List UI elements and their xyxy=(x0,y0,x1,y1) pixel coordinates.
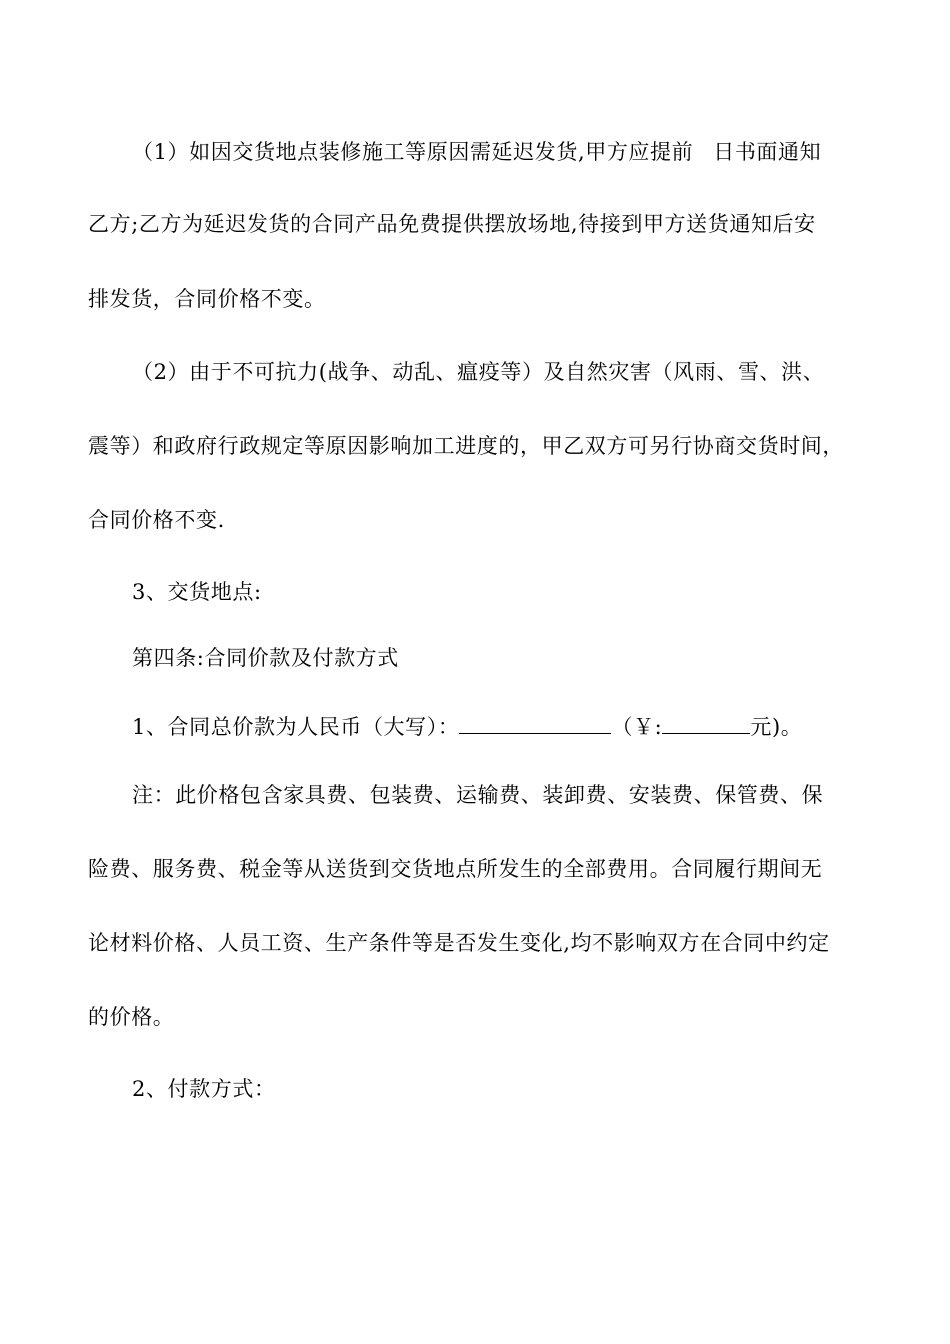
note-line-1: 注：此价格包含家具费、包装费、运输费、装卸费、安装费、保管费、保 xyxy=(132,783,824,807)
paragraph-1-line-3: 排发货，合同价格不变。 xyxy=(88,287,326,311)
paragraph-2-line-2: 震等）和政府行政规定等原因影响加工进度的，甲乙双方可另行协商交货时间， xyxy=(88,434,844,458)
total-price-number-blank xyxy=(662,711,750,734)
total-price-prefix: 1、合同总价款为人民币（大写）： xyxy=(132,715,460,739)
paragraph-1-line-1 xyxy=(132,138,912,166)
paragraph-2-line-1: （2）由于不可抗力(战争、动乱、瘟疫等）及自然灾害（风雨、雪、洪、 xyxy=(132,360,825,384)
paragraph-2-line-3: 合同价格不变. xyxy=(88,508,225,532)
note-line-3: 论材料价格、人员工资、生产条件等是否发生变化,均不影响双方在合同中约定 xyxy=(88,931,830,955)
total-price-words-blank xyxy=(459,711,611,734)
total-price-line xyxy=(132,711,912,741)
paragraph-1-line-2: 乙方;乙方为延迟发货的合同产品免费提供摆放场地,待接到甲方送货通知后安 xyxy=(88,212,816,236)
delivery-location: 3、交货地点: xyxy=(132,580,262,604)
note-line-4: 的价格。 xyxy=(88,1005,175,1029)
note-line-2: 险费、服务费、税金等从送货到交货地点所发生的全部费用。合同履行期间无 xyxy=(88,857,823,881)
payment-method: 2、付款方式： xyxy=(132,1077,276,1101)
total-price-middle: （￥: xyxy=(611,715,663,739)
total-price-suffix: 元)。 xyxy=(750,715,803,739)
paragraph-1-line-1-text-end: 日书面通知 xyxy=(713,140,822,164)
paragraph-1-line-1-text: （1）如因交货地点装修施工等原因需延迟发货,甲方应提前 xyxy=(132,140,694,164)
article-4-title: 第四条:合同价款及付款方式 xyxy=(132,646,399,670)
